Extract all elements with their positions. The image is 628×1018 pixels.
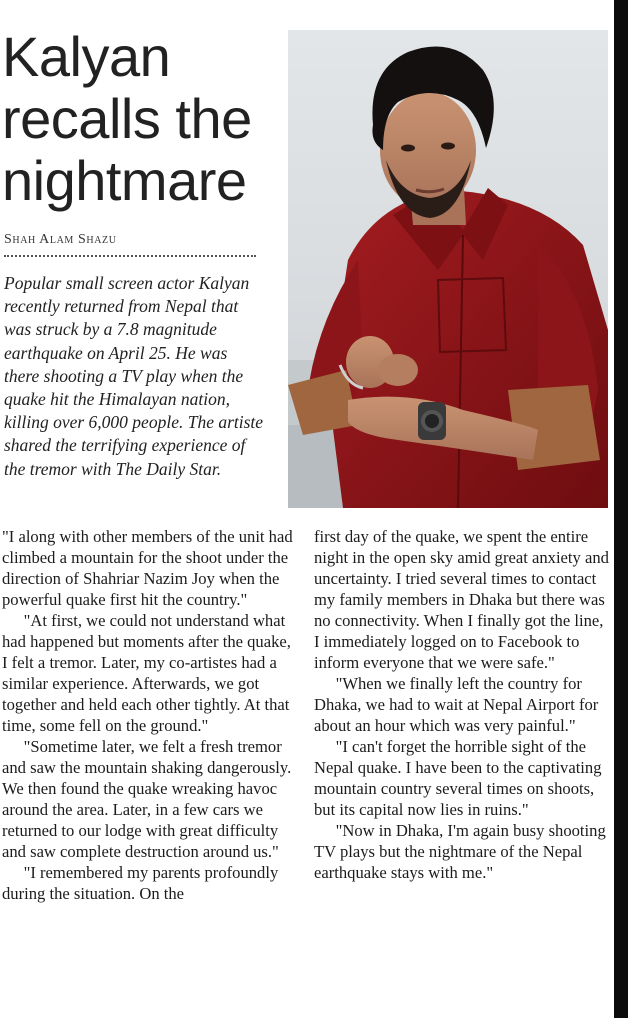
left-column: [2, 526, 299, 904]
actor-illustration: [288, 30, 608, 508]
body-paragraph: "Now in Dhaka, I'm again busy shooting TV plays but the nightmare of the Nepal earthquake stays with me.": [314, 821, 606, 882]
page-edge-bar: [614, 0, 628, 1018]
headline: Kalyan recalls the nightmare: [2, 25, 252, 212]
body-paragraph: "Sometime later, we felt a fresh tremor and saw the mountain shaking dangerously. We then found the quake wreaking havoc around the area. Later, in a few cars we returned to our lodge with great difficulty and saw complete destruction around us.": [2, 737, 292, 861]
dotted-divider: [4, 255, 256, 257]
body-paragraph: "I can't forget the horrible sight of the Nepal quake. I have been to the captivating mountain country several times on shoots, but its capital now lies in ruins.": [314, 737, 602, 819]
body-paragraph: "At first, we could not understand what had happened but moments after the quake, I felt a tremor. Later, my co-artistes had a similar experience. Afterwards, we got together and held each other tightly. At that time, some fell on the ground.": [2, 611, 291, 735]
intro-paragraph: Popular small screen actor Kalyan recently returned from Nepal that was struck by a 7.8 magnitude earthquake on April 25. He was there shooting a TV play when the quake hit the Himalayan nation, killing over 6,000 people. The artiste shared the terrifying experience of the tremor with The Daily Star.: [4, 273, 264, 479]
byline: Shah Alam Shazu: [4, 232, 117, 247]
right-column: [314, 526, 611, 883]
body-paragraph: "I remembered my parents profoundly during the situation. On the: [2, 863, 279, 903]
body-paragraph: "When we finally left the country for Dhaka, we had to wait at Nepal Airport for about an hour which was very painful.": [314, 674, 599, 735]
body-paragraph: first day of the quake, we spent the entire night in the open sky amid great anxiety and uncertainty. I tried several times to contact my family members in Dhaka but there was no connectivity. When I finally got the line, I immediately logged on to Facebook to inform everyone that we were safe.": [314, 527, 609, 672]
actor-photo: [288, 30, 608, 508]
body-paragraph: "I along with other members of the unit had climbed a mountain for the shoot under the direction of Shahriar Nazim Joy when the powerful quake first hit the country.": [2, 527, 293, 609]
